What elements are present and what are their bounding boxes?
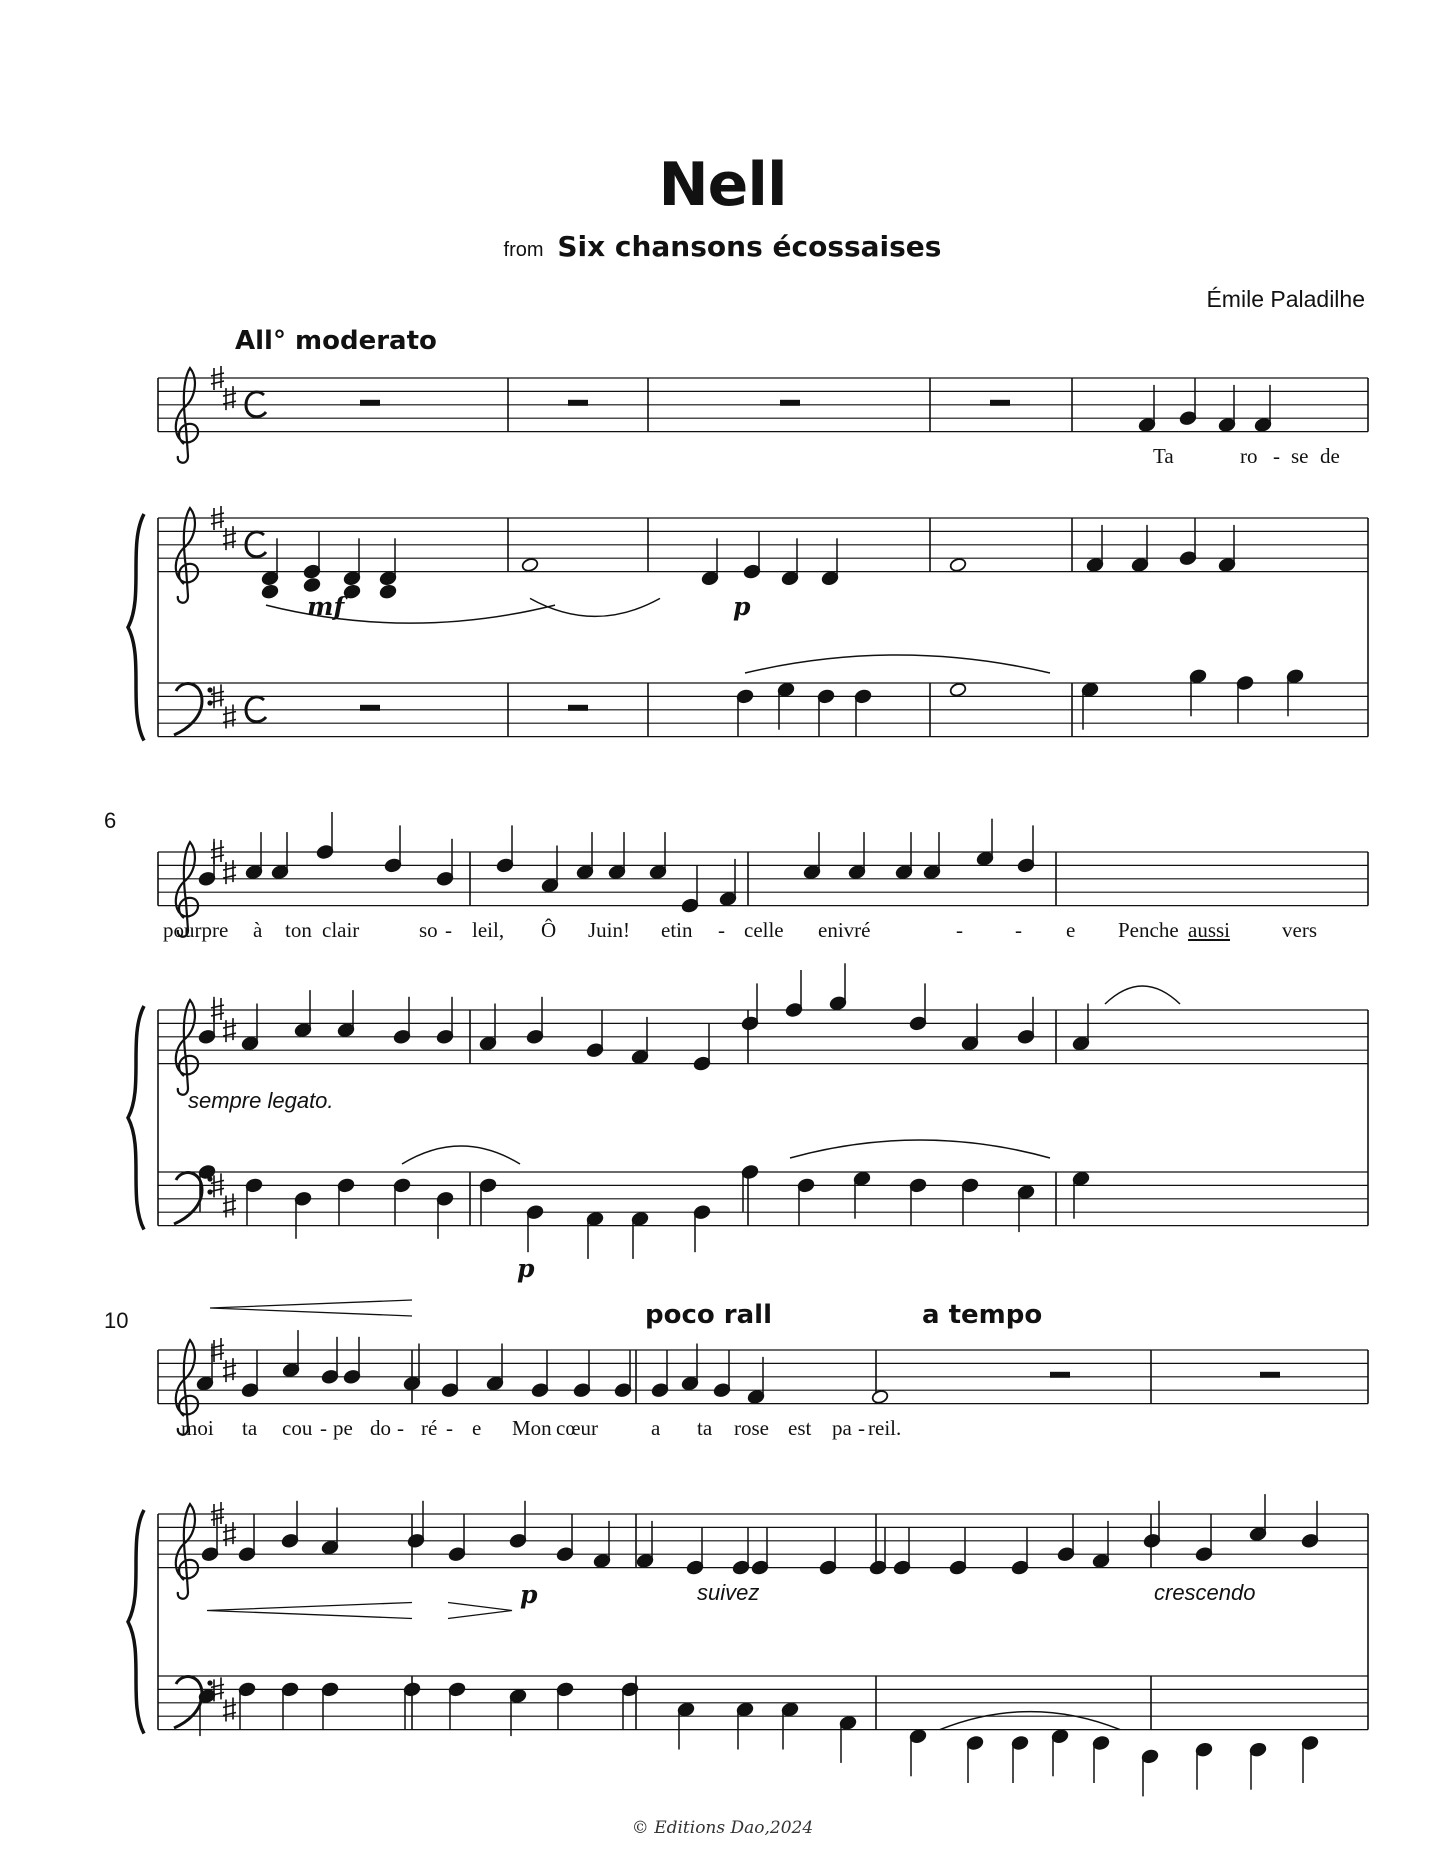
lyric-syllable: se [1291, 444, 1309, 468]
notehead [261, 584, 279, 599]
dynamic-p-piano: p [520, 1580, 538, 1609]
lyric-syllable: rose [734, 1416, 769, 1440]
lyric-syllable: pa [832, 1416, 852, 1440]
notehead [303, 577, 321, 592]
slur [940, 1712, 1120, 1730]
crescendo-hairpin [207, 1602, 412, 1618]
measure-number-10: 10 [104, 1308, 129, 1333]
slur [266, 605, 555, 623]
tempo-poco-rall: poco rall [645, 1300, 772, 1330]
lyric-syllable: e [472, 1416, 482, 1440]
treble-clef [176, 368, 198, 463]
slur [402, 1146, 520, 1164]
notehead [379, 584, 397, 599]
whole-rest [568, 400, 588, 406]
lyric-syllable: cœur [556, 1416, 598, 1440]
lyric-syllable: - [718, 918, 725, 942]
brace [128, 1510, 144, 1734]
whole-rest [780, 400, 800, 406]
lyric-syllable: Juin! [588, 918, 630, 942]
lyric-syllable: ré [421, 1416, 438, 1440]
lyric-syllable: pourpre [163, 918, 229, 942]
dynamic-p: p [733, 592, 751, 621]
sharp-sign [223, 705, 236, 729]
brace [128, 1006, 144, 1230]
slur [745, 655, 1050, 673]
lyric-syllable: - [320, 1416, 327, 1440]
tempo-a-tempo: a tempo [922, 1300, 1043, 1330]
brace [128, 514, 144, 741]
slur [790, 1140, 1050, 1158]
lyric-syllable: Ta [1153, 444, 1174, 468]
notehead [871, 1389, 889, 1404]
treble-clef [176, 1504, 198, 1599]
crescendo-hairpin [210, 1300, 412, 1316]
lyric-syllable: e [1066, 918, 1076, 942]
whole-rest [1260, 1372, 1280, 1378]
subtitle-prefix: from [503, 239, 544, 261]
dynamic-mf: mf [307, 592, 345, 621]
sharp-sign [223, 1698, 236, 1722]
lyric-syllable: ton [285, 918, 312, 942]
bass-clef-dot [207, 687, 212, 692]
sharp-sign [223, 1194, 236, 1218]
slur [530, 598, 660, 616]
lyric-syllable: Mon [512, 1416, 552, 1440]
lyric-syllable: Penche [1118, 918, 1179, 942]
expression-suivez: suivez [697, 1580, 760, 1605]
lyric-syllable: ta [697, 1416, 713, 1440]
slur [1105, 986, 1180, 1004]
sharp-sign [223, 1018, 236, 1042]
whole-rest [568, 705, 588, 711]
lyric-syllable: leil, [472, 918, 505, 942]
lyric-syllable: etin [661, 918, 693, 942]
treble-clef [176, 842, 198, 937]
sharp-sign [223, 1522, 236, 1546]
bass-clef-dot [207, 1680, 212, 1685]
lyric-syllable: - [1015, 918, 1022, 942]
lyric-syllable: ro [1240, 444, 1258, 468]
whole-rest [990, 400, 1010, 406]
collection-title: Six chansons écossaises [557, 230, 942, 263]
lyric-syllable: ta [242, 1416, 258, 1440]
lyric-syllable: celle [744, 918, 784, 942]
notehead [949, 682, 967, 697]
lyric-syllable: - [445, 918, 452, 942]
whole-rest [360, 705, 380, 711]
lyric-syllable: moi [181, 1416, 214, 1440]
lyric-syllable: clair [322, 918, 360, 942]
lyric-syllable: Ô [541, 918, 557, 942]
whole-rest [360, 400, 380, 406]
sharp-sign [223, 1358, 236, 1382]
lyric-syllable: reil. [868, 1416, 902, 1440]
measure-number-6: 6 [104, 808, 117, 833]
whole-rest [1050, 1372, 1070, 1378]
notehead [343, 584, 361, 599]
lyric-syllable: est [788, 1416, 812, 1440]
treble-clef [176, 1340, 198, 1435]
lyric-syllable: - [1273, 444, 1280, 468]
lyric-syllable: vers [1282, 918, 1317, 942]
sharp-sign [223, 526, 236, 550]
treble-clef [176, 508, 198, 603]
score-title: Nell [658, 150, 787, 220]
expression-sempre-legato: sempre legato. [188, 1088, 334, 1113]
sharp-sign [223, 386, 236, 410]
dynamic-p-voice: p [517, 1254, 535, 1283]
composer-name: Émile Paladilhe [1206, 286, 1365, 312]
lyric-syllable: pe [333, 1416, 353, 1440]
decrescendo-hairpin [448, 1602, 512, 1618]
lyric-syllable: - [858, 1416, 865, 1440]
lyric-syllable: a [651, 1416, 661, 1440]
notehead [949, 557, 967, 572]
lyric-syllable: - [956, 918, 963, 942]
lyric-syllable: de [1320, 444, 1340, 468]
copyright-notice: © Editions Dao,2024 [631, 1818, 814, 1838]
sharp-sign [223, 860, 236, 884]
lyric-syllable: cou [282, 1416, 313, 1440]
lyric-syllable: so [419, 918, 438, 942]
lyric-syllable: - [446, 1416, 453, 1440]
treble-clef [176, 1000, 198, 1095]
lyric-syllable: do [370, 1416, 391, 1440]
notehead [521, 557, 539, 572]
expression-crescendo: crescendo [1154, 1580, 1256, 1605]
lyric-syllable: - [397, 1416, 404, 1440]
lyric-syllable: à [253, 918, 263, 942]
lyric-syllable: enivré [818, 918, 871, 942]
tempo-marking: All° moderato [235, 326, 437, 356]
lyric-syllable: aussi [1188, 918, 1230, 942]
